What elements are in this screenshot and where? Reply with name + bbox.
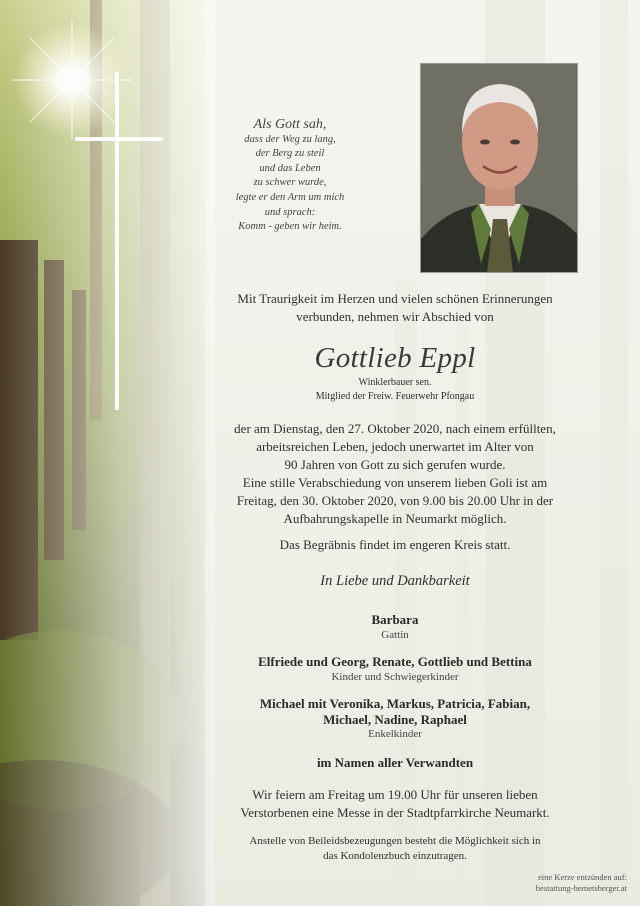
footer-caption: eine Kerze entzünden auf:	[538, 872, 627, 882]
footer-website-link[interactable]: bestattung-hemetsberger.at	[535, 883, 627, 893]
mourner-names: Barbara	[371, 612, 419, 627]
mourner-relation: Gattin	[381, 629, 409, 641]
condolence-note	[195, 834, 595, 863]
deceased-name: Gottlieb Eppl	[314, 342, 476, 374]
deceased-membership: Mitglied der Freiw. Feuerwehr Pfongau	[315, 391, 475, 402]
poem-line: Als Gott sah,	[253, 117, 327, 132]
poem-line: Komm - geben wir heim.	[238, 221, 342, 233]
text-line: Eine stille Verabschiedung von unserem lieben Goli ist am	[242, 475, 548, 490]
mass-announcement	[195, 786, 595, 822]
deceased-title: Winklerbauer sen.	[358, 377, 432, 388]
poem-line: legte er den Arm um mich	[235, 191, 345, 203]
poem-line: zu schwer wurde,	[253, 177, 327, 189]
poem-line: dass der Weg zu lang,	[244, 133, 336, 145]
poem-line: der Berg zu steil	[255, 148, 325, 160]
mourner-relation: Kinder und Schwiegerkinder	[331, 671, 459, 683]
intro-line: verbunden, nehmen wir Abschied von	[296, 309, 494, 324]
text-line: arbeitsreichen Leben, jedoch unerwartet im Alter von	[256, 439, 534, 454]
text-line: Verstorbenen eine Messe in der Stadtpfarrkirche Neumarkt.	[240, 805, 550, 820]
text-line: Freitag, den 30. Oktober 2020, von 9.00 bis 20.00 Uhr in der	[236, 493, 554, 508]
text-line: Wir feiern am Freitag um 19.00 Uhr für unseren lieben	[252, 787, 538, 802]
relatives-line: im Namen aller Verwandten	[316, 755, 474, 770]
cross-horizontal-bar	[75, 137, 163, 141]
text-line: Aufbahrungskapelle in Neumarkt möglich.	[283, 511, 507, 526]
intro-line: Mit Traurigkeit im Herzen und vielen schönen Erinnerungen	[237, 291, 553, 306]
deceased-portrait	[420, 63, 578, 273]
poem-line: und das Leben	[259, 162, 321, 174]
gratitude-line: In Liebe und Dankbarkeit	[320, 573, 470, 589]
text-line: 90 Jahren von Gott zu sich gerufen wurde.	[284, 457, 506, 472]
text-line: Anstelle von Beileidsbezeugungen besteht die Möglichkeit sich in	[249, 835, 541, 847]
cross-vertical-bar	[115, 72, 119, 410]
death-notice-paragraph	[195, 420, 595, 474]
intro-text	[195, 290, 595, 326]
poem-line: und sprach:	[264, 206, 316, 218]
text-line: das Kondolenzbuch einzutragen.	[323, 849, 467, 862]
mourner-relation: Enkelkinder	[368, 728, 422, 740]
burial-note: Das Begräbnis findet im engeren Kreis statt.	[279, 537, 511, 552]
portrait-illustration	[421, 64, 578, 273]
farewell-paragraph	[195, 474, 595, 528]
mourner-names: Elfriede und Georg, Renate, Gottlieb und Bettina	[258, 654, 532, 669]
poem-quote	[215, 118, 365, 235]
mourner-names	[195, 696, 595, 728]
mourner-names-line: Michael mit Veronika, Markus, Patricia, Fabian,	[259, 696, 531, 711]
footer	[536, 872, 627, 894]
mourner-names-line: Michael, Nadine, Raphael	[323, 712, 467, 727]
text-line: der am Dienstag, den 27. Oktober 2020, nach einem erfüllten,	[234, 421, 556, 436]
